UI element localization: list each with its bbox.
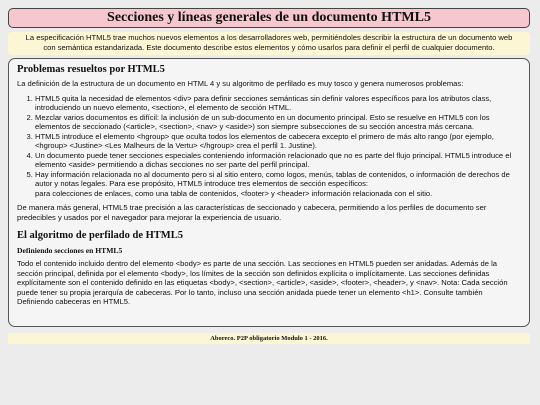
section-heading-algorithm: El algoritmo de perfilado de HTML5	[17, 230, 183, 241]
intro-note: La especificación HTML5 trae muchos nuevos elementos a los desarrolladores web, permitiéndoles describir la estructura de un documento web con semántica estandarizada. Este documento describe estos elementos y cómo usarlos para definir el perfil de cualquier documento.	[8, 32, 530, 55]
list-item: 1. HTML5 quita la necesidad de elementos <div> para definir secciones semánticas sin definir valores específicos para los atributos class, introduciendo un nuevo elemento, <section>, el elemento de sección HTML.	[35, 94, 521, 113]
footer-credit: Aboreco. P2P obligatorio Modulo 1 - 2016.	[8, 333, 530, 344]
title-banner	[8, 8, 530, 28]
section-closing: De manera más general, HTML5 trae precisión a las características de seccionado y cabecera, permitiendo a los perfiles de documento ser predecibles y usados por el navegador para mejorar la experiencia de usuario.	[17, 203, 487, 222]
section-lead: La definición de la estructura de un documento en HTML 4 y su algoritmo de perfilado es muy tosco y genera numerosos problemas:	[17, 79, 464, 88]
list-item-extra: para colecciones de enlaces, como una tabla de contenidos, <footer> y <header> información relacionada con el sitio.	[35, 188, 433, 198]
section-heading-problems: Problemas resueltos por HTML5	[17, 64, 165, 75]
list-item	[35, 170, 521, 199]
page-title: Secciones y líneas generales de un documento HTML5	[107, 10, 431, 25]
subsection-heading: Definiendo secciones en HTML5	[17, 246, 123, 255]
list-item-text: Hay información relacionada no al documento pero si al sitio entero, como logos, menús, tablas de contenidos, o información de derechos de autor y notas legales. Para ese propósito, HTML5 introduce tres elementos de sección específicos:	[35, 169, 510, 188]
main-content[interactable]	[8, 58, 530, 327]
problems-list	[17, 94, 521, 199]
list-item: 3. HTML5 introduce el elemento <hgroup> que oculta todos los elementos de cabecera excepto el primero de más alto rango (por ejemplo, <hgroup> <Justine> <Les Malheurs de la Vertu> </hgroup> crea el perfil 1. Justine).	[35, 132, 521, 151]
list-item: 4. Un documento puede tener secciones especiales conteniendo información relacionado que no es parte del flujo principal. HTML5 introduce el elemento <aside> permitiendo a dichas secciones no ser parte del perfil principal.	[35, 151, 521, 170]
section-body: Todo el contenido incluido dentro del elemento <body> es parte de una sección. Las secciones en HTML5 pueden ser anidadas. Además de la sección principal, definida por el elemento <body>, los límites de la sección son definidos explícita o implícitamente. Las secciones definidas explícitamente son el contenido definido en las etiquetas <body>, <section>, <article>, <aside>, <footer>, <header>, y <nav>. Nota: Cada sección puede tener su propia jerarquía de cabeceras. Por lo tanto, incluso una sección anidada puede tener un elemento <h1>. Consulte también Definiendo cabeceras en HTML5.	[17, 259, 508, 306]
list-item: 2. Mezclar varios documentos es difícil: la inclusión de un sub-documento en un documento principal. Esto se resuelve en HTML5 con los elementos de seccionado (<article>, <section>, <nav> y <aside>) son siempre subsecciones de su sección ancestra más cercana.	[35, 113, 521, 132]
